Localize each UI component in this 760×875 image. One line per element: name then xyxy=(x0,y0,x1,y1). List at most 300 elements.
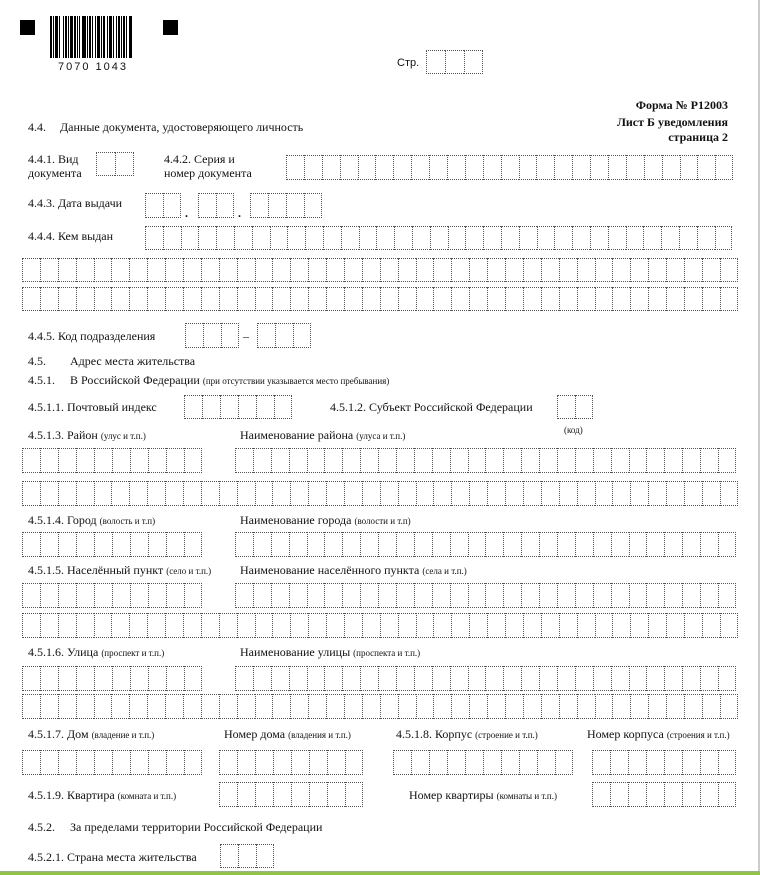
input-cell[interactable] xyxy=(287,226,305,250)
input-cell[interactable] xyxy=(166,583,184,608)
building-type-cells[interactable] xyxy=(393,750,573,775)
input-cell[interactable] xyxy=(559,258,577,282)
input-cell[interactable] xyxy=(432,448,450,473)
input-cell[interactable] xyxy=(575,448,593,473)
input-cell[interactable] xyxy=(326,694,344,719)
input-cell[interactable] xyxy=(40,481,58,506)
input-cell[interactable] xyxy=(628,782,646,807)
input-cell[interactable] xyxy=(360,532,378,557)
input-cell[interactable] xyxy=(326,258,344,282)
division-code-cells-2[interactable] xyxy=(257,323,311,348)
input-cell[interactable] xyxy=(324,448,342,473)
input-cell[interactable] xyxy=(237,481,255,506)
input-cell[interactable] xyxy=(324,666,342,691)
input-cell[interactable] xyxy=(521,583,539,608)
input-cell[interactable] xyxy=(166,750,184,775)
input-cell[interactable] xyxy=(219,613,237,638)
input-cell[interactable] xyxy=(648,287,666,311)
input-cell[interactable] xyxy=(572,155,590,180)
input-cell[interactable] xyxy=(253,532,271,557)
input-cell[interactable] xyxy=(702,481,720,506)
input-cell[interactable] xyxy=(430,226,448,250)
input-cell[interactable] xyxy=(221,323,239,348)
input-cell[interactable] xyxy=(255,694,273,719)
input-cell[interactable] xyxy=(416,613,434,638)
input-cell[interactable] xyxy=(272,481,290,506)
input-cell[interactable] xyxy=(559,287,577,311)
input-cell[interactable] xyxy=(503,448,521,473)
input-cell[interactable] xyxy=(505,481,523,506)
issued-by-cells-3[interactable] xyxy=(22,287,738,311)
input-cell[interactable] xyxy=(487,613,505,638)
input-cell[interactable] xyxy=(487,694,505,719)
input-cell[interactable] xyxy=(451,287,469,311)
input-cell[interactable] xyxy=(94,287,112,311)
input-cell[interactable] xyxy=(112,448,130,473)
input-cell[interactable] xyxy=(577,613,595,638)
input-cell[interactable] xyxy=(501,226,519,250)
input-cell[interactable] xyxy=(111,613,129,638)
input-cell[interactable] xyxy=(234,226,252,250)
district-name-cells-1[interactable] xyxy=(235,448,736,473)
input-cell[interactable] xyxy=(433,613,451,638)
input-cell[interactable] xyxy=(666,694,684,719)
input-cell[interactable] xyxy=(595,613,613,638)
input-cell[interactable] xyxy=(289,583,307,608)
input-cell[interactable] xyxy=(307,583,325,608)
input-cell[interactable] xyxy=(237,750,255,775)
input-cell[interactable] xyxy=(94,613,112,638)
input-cell[interactable] xyxy=(684,613,702,638)
input-cell[interactable] xyxy=(22,750,40,775)
input-cell[interactable] xyxy=(289,448,307,473)
input-cell[interactable] xyxy=(469,613,487,638)
input-cell[interactable] xyxy=(611,666,629,691)
input-cell[interactable] xyxy=(664,666,682,691)
input-cell[interactable] xyxy=(398,481,416,506)
input-cell[interactable] xyxy=(165,481,183,506)
input-cell[interactable] xyxy=(505,613,523,638)
input-cell[interactable] xyxy=(630,694,648,719)
input-cell[interactable] xyxy=(575,395,593,419)
input-cell[interactable] xyxy=(521,666,539,691)
input-cell[interactable] xyxy=(577,694,595,719)
input-cell[interactable] xyxy=(148,666,166,691)
input-cell[interactable] xyxy=(291,782,309,807)
input-cell[interactable] xyxy=(700,532,718,557)
input-cell[interactable] xyxy=(235,448,253,473)
input-cell[interactable] xyxy=(378,448,396,473)
input-cell[interactable] xyxy=(256,844,274,868)
input-cell[interactable] xyxy=(680,155,698,180)
input-cell[interactable] xyxy=(237,613,255,638)
input-cell[interactable] xyxy=(275,323,293,348)
input-cell[interactable] xyxy=(394,226,412,250)
input-cell[interactable] xyxy=(22,448,40,473)
input-cell[interactable] xyxy=(235,532,253,557)
district-type-cells[interactable] xyxy=(22,448,202,473)
input-cell[interactable] xyxy=(523,613,541,638)
input-cell[interactable] xyxy=(256,395,274,419)
input-cell[interactable] xyxy=(148,532,166,557)
input-cell[interactable] xyxy=(411,155,429,180)
input-cell[interactable] xyxy=(426,50,445,74)
input-cell[interactable] xyxy=(344,258,362,282)
input-cell[interactable] xyxy=(577,258,595,282)
input-cell[interactable] xyxy=(96,152,115,176)
input-cell[interactable] xyxy=(220,844,238,868)
input-cell[interactable] xyxy=(198,226,216,250)
input-cell[interactable] xyxy=(396,532,414,557)
input-cell[interactable] xyxy=(577,287,595,311)
input-cell[interactable] xyxy=(485,666,503,691)
input-cell[interactable] xyxy=(255,613,273,638)
input-cell[interactable] xyxy=(235,666,253,691)
input-cell[interactable] xyxy=(94,258,112,282)
input-cell[interactable] xyxy=(445,50,464,74)
input-cell[interactable] xyxy=(326,481,344,506)
input-cell[interactable] xyxy=(626,155,644,180)
input-cell[interactable] xyxy=(76,258,94,282)
input-cell[interactable] xyxy=(94,583,112,608)
input-cell[interactable] xyxy=(145,193,163,218)
input-cell[interactable] xyxy=(324,583,342,608)
input-cell[interactable] xyxy=(715,226,733,250)
input-cell[interactable] xyxy=(447,155,465,180)
input-cell[interactable] xyxy=(252,226,270,250)
input-cell[interactable] xyxy=(290,287,308,311)
input-cell[interactable] xyxy=(378,583,396,608)
input-cell[interactable] xyxy=(255,258,273,282)
input-cell[interactable] xyxy=(129,287,147,311)
input-cell[interactable] xyxy=(378,666,396,691)
input-cell[interactable] xyxy=(308,287,326,311)
input-cell[interactable] xyxy=(22,583,40,608)
input-cell[interactable] xyxy=(304,155,322,180)
input-cell[interactable] xyxy=(203,323,221,348)
input-cell[interactable] xyxy=(555,750,573,775)
input-cell[interactable] xyxy=(362,481,380,506)
building-num-cells[interactable] xyxy=(592,750,736,775)
input-cell[interactable] xyxy=(485,532,503,557)
city-name-cells[interactable] xyxy=(235,532,736,557)
input-cell[interactable] xyxy=(682,750,700,775)
page-number-cells[interactable] xyxy=(426,50,483,74)
input-cell[interactable] xyxy=(416,694,434,719)
input-cell[interactable] xyxy=(682,583,700,608)
input-cell[interactable] xyxy=(40,750,58,775)
input-cell[interactable] xyxy=(344,694,362,719)
input-cell[interactable] xyxy=(324,532,342,557)
input-cell[interactable] xyxy=(216,226,234,250)
input-cell[interactable] xyxy=(237,694,255,719)
input-cell[interactable] xyxy=(165,258,183,282)
input-cell[interactable] xyxy=(181,226,199,250)
input-cell[interactable] xyxy=(289,666,307,691)
locality-name-cells-2[interactable] xyxy=(22,613,738,638)
input-cell[interactable] xyxy=(433,694,451,719)
input-cell[interactable] xyxy=(219,481,237,506)
input-cell[interactable] xyxy=(305,226,323,250)
input-cell[interactable] xyxy=(630,481,648,506)
input-cell[interactable] xyxy=(76,666,94,691)
input-cell[interactable] xyxy=(22,666,40,691)
input-cell[interactable] xyxy=(380,287,398,311)
input-cell[interactable] xyxy=(94,750,112,775)
input-cell[interactable] xyxy=(184,532,202,557)
input-cell[interactable] xyxy=(592,782,610,807)
input-cell[interactable] xyxy=(76,448,94,473)
input-cell[interactable] xyxy=(183,481,201,506)
input-cell[interactable] xyxy=(557,532,575,557)
input-cell[interactable] xyxy=(559,481,577,506)
input-cell[interactable] xyxy=(201,694,219,719)
input-cell[interactable] xyxy=(272,694,290,719)
input-cell[interactable] xyxy=(290,481,308,506)
input-cell[interactable] xyxy=(702,694,720,719)
input-cell[interactable] xyxy=(610,750,628,775)
input-cell[interactable] xyxy=(519,750,537,775)
input-cell[interactable] xyxy=(590,226,608,250)
input-cell[interactable] xyxy=(219,287,237,311)
input-cell[interactable] xyxy=(429,750,447,775)
street-name-cells-1[interactable] xyxy=(235,666,736,691)
input-cell[interactable] xyxy=(130,750,148,775)
input-cell[interactable] xyxy=(76,750,94,775)
input-cell[interactable] xyxy=(684,258,702,282)
input-cell[interactable] xyxy=(468,532,486,557)
input-cell[interactable] xyxy=(309,750,327,775)
input-cell[interactable] xyxy=(376,226,394,250)
input-cell[interactable] xyxy=(539,583,557,608)
input-cell[interactable] xyxy=(237,258,255,282)
input-cell[interactable] xyxy=(661,226,679,250)
input-cell[interactable] xyxy=(720,258,738,282)
input-cell[interactable] xyxy=(697,226,715,250)
input-cell[interactable] xyxy=(202,395,220,419)
input-cell[interactable] xyxy=(360,666,378,691)
input-cell[interactable] xyxy=(718,583,736,608)
input-cell[interactable] xyxy=(414,666,432,691)
input-cell[interactable] xyxy=(76,532,94,557)
input-cell[interactable] xyxy=(341,226,359,250)
input-cell[interactable] xyxy=(559,613,577,638)
input-cell[interactable] xyxy=(129,258,147,282)
input-cell[interactable] xyxy=(702,287,720,311)
input-cell[interactable] xyxy=(237,782,255,807)
input-cell[interactable] xyxy=(362,287,380,311)
input-cell[interactable] xyxy=(342,448,360,473)
input-cell[interactable] xyxy=(40,694,58,719)
input-cell[interactable] xyxy=(664,782,682,807)
input-cell[interactable] xyxy=(163,226,181,250)
input-cell[interactable] xyxy=(238,395,256,419)
input-cell[interactable] xyxy=(344,613,362,638)
input-cell[interactable] xyxy=(184,448,202,473)
input-cell[interactable] xyxy=(718,666,736,691)
input-cell[interactable] xyxy=(293,323,311,348)
input-cell[interactable] xyxy=(396,666,414,691)
input-cell[interactable] xyxy=(539,666,557,691)
input-cell[interactable] xyxy=(718,448,736,473)
input-cell[interactable] xyxy=(130,448,148,473)
input-cell[interactable] xyxy=(130,532,148,557)
input-cell[interactable] xyxy=(503,583,521,608)
input-cell[interactable] xyxy=(432,666,450,691)
input-cell[interactable] xyxy=(76,287,94,311)
input-cell[interactable] xyxy=(273,750,291,775)
input-cell[interactable] xyxy=(362,613,380,638)
input-cell[interactable] xyxy=(612,287,630,311)
input-cell[interactable] xyxy=(629,666,647,691)
apartment-num-cells[interactable] xyxy=(592,782,736,807)
input-cell[interactable] xyxy=(644,155,662,180)
input-cell[interactable] xyxy=(416,481,434,506)
input-cell[interactable] xyxy=(198,193,216,218)
input-cell[interactable] xyxy=(450,666,468,691)
input-cell[interactable] xyxy=(398,258,416,282)
input-cell[interactable] xyxy=(147,694,165,719)
input-cell[interactable] xyxy=(272,287,290,311)
input-cell[interactable] xyxy=(255,481,273,506)
input-cell[interactable] xyxy=(237,287,255,311)
input-cell[interactable] xyxy=(521,532,539,557)
input-cell[interactable] xyxy=(487,481,505,506)
input-cell[interactable] xyxy=(76,613,94,638)
input-cell[interactable] xyxy=(593,448,611,473)
input-cell[interactable] xyxy=(183,613,201,638)
input-cell[interactable] xyxy=(327,782,345,807)
input-cell[interactable] xyxy=(572,226,590,250)
street-type-cells[interactable] xyxy=(22,666,202,691)
input-cell[interactable] xyxy=(469,287,487,311)
input-cell[interactable] xyxy=(129,694,147,719)
input-cell[interactable] xyxy=(219,750,237,775)
input-cell[interactable] xyxy=(398,287,416,311)
input-cell[interactable] xyxy=(40,613,58,638)
input-cell[interactable] xyxy=(362,694,380,719)
input-cell[interactable] xyxy=(342,583,360,608)
input-cell[interactable] xyxy=(362,258,380,282)
input-cell[interactable] xyxy=(396,583,414,608)
issued-by-cells-2[interactable] xyxy=(22,258,738,282)
input-cell[interactable] xyxy=(416,287,434,311)
input-cell[interactable] xyxy=(58,287,76,311)
issue-day-cells[interactable] xyxy=(145,193,181,218)
input-cell[interactable] xyxy=(487,258,505,282)
input-cell[interactable] xyxy=(163,193,181,218)
input-cell[interactable] xyxy=(94,694,112,719)
input-cell[interactable] xyxy=(238,844,256,868)
input-cell[interactable] xyxy=(557,583,575,608)
input-cell[interactable] xyxy=(612,481,630,506)
input-cell[interactable] xyxy=(270,226,288,250)
input-cell[interactable] xyxy=(380,258,398,282)
input-cell[interactable] xyxy=(541,481,559,506)
postal-index-cells[interactable] xyxy=(184,395,292,419)
input-cell[interactable] xyxy=(398,613,416,638)
input-cell[interactable] xyxy=(433,258,451,282)
input-cell[interactable] xyxy=(684,481,702,506)
input-cell[interactable] xyxy=(111,481,129,506)
input-cell[interactable] xyxy=(611,532,629,557)
input-cell[interactable] xyxy=(523,694,541,719)
input-cell[interactable] xyxy=(700,782,718,807)
input-cell[interactable] xyxy=(666,287,684,311)
house-type-cells[interactable] xyxy=(22,750,202,775)
input-cell[interactable] xyxy=(629,448,647,473)
input-cell[interactable] xyxy=(593,532,611,557)
input-cell[interactable] xyxy=(255,782,273,807)
input-cell[interactable] xyxy=(718,532,736,557)
input-cell[interactable] xyxy=(129,613,147,638)
input-cell[interactable] xyxy=(40,532,58,557)
input-cell[interactable] xyxy=(340,155,358,180)
input-cell[interactable] xyxy=(608,155,626,180)
input-cell[interactable] xyxy=(718,782,736,807)
input-cell[interactable] xyxy=(309,782,327,807)
input-cell[interactable] xyxy=(291,750,309,775)
input-cell[interactable] xyxy=(201,258,219,282)
input-cell[interactable] xyxy=(145,226,163,250)
input-cell[interactable] xyxy=(630,287,648,311)
input-cell[interactable] xyxy=(414,583,432,608)
subject-cells[interactable] xyxy=(557,395,593,419)
input-cell[interactable] xyxy=(326,287,344,311)
input-cell[interactable] xyxy=(662,155,680,180)
input-cell[interactable] xyxy=(700,666,718,691)
input-cell[interactable] xyxy=(483,750,501,775)
input-cell[interactable] xyxy=(185,323,203,348)
input-cell[interactable] xyxy=(58,613,76,638)
input-cell[interactable] xyxy=(643,226,661,250)
apartment-type-cells[interactable] xyxy=(219,782,363,807)
input-cell[interactable] xyxy=(307,532,325,557)
input-cell[interactable] xyxy=(271,532,289,557)
input-cell[interactable] xyxy=(554,226,572,250)
input-cell[interactable] xyxy=(112,750,130,775)
input-cell[interactable] xyxy=(273,782,291,807)
input-cell[interactable] xyxy=(646,666,664,691)
input-cell[interactable] xyxy=(702,613,720,638)
input-cell[interactable] xyxy=(611,448,629,473)
input-cell[interactable] xyxy=(112,583,130,608)
input-cell[interactable] xyxy=(22,694,40,719)
input-cell[interactable] xyxy=(595,258,613,282)
input-cell[interactable] xyxy=(664,448,682,473)
input-cell[interactable] xyxy=(666,258,684,282)
input-cell[interactable] xyxy=(433,287,451,311)
input-cell[interactable] xyxy=(700,448,718,473)
input-cell[interactable] xyxy=(166,666,184,691)
input-cell[interactable] xyxy=(448,226,466,250)
input-cell[interactable] xyxy=(612,613,630,638)
issued-by-cells-1[interactable] xyxy=(145,226,732,250)
input-cell[interactable] xyxy=(682,532,700,557)
input-cell[interactable] xyxy=(503,666,521,691)
doc-type-cells[interactable] xyxy=(96,152,134,176)
input-cell[interactable] xyxy=(360,448,378,473)
input-cell[interactable] xyxy=(286,193,304,218)
street-name-cells-2[interactable] xyxy=(22,694,738,719)
house-num-cells[interactable] xyxy=(219,750,363,775)
input-cell[interactable] xyxy=(201,613,219,638)
input-cell[interactable] xyxy=(575,583,593,608)
input-cell[interactable] xyxy=(682,448,700,473)
input-cell[interactable] xyxy=(503,532,521,557)
input-cell[interactable] xyxy=(700,750,718,775)
input-cell[interactable] xyxy=(702,258,720,282)
